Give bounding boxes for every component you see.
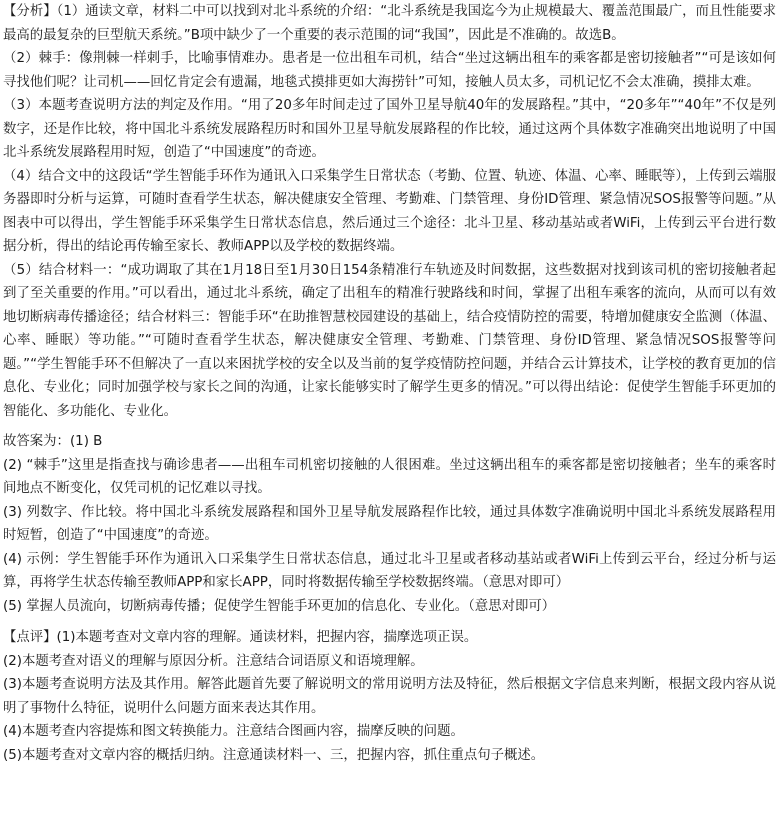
analysis-paragraph-3: （3）本题考查说明方法的判定及作用。“用了20多年时间走过了国外卫星导航40年的发展路程。”其中，“20多年”“40年”不仅是列数字，还是作比较，将中国北斗系统发展路程历时和国外卫星导航发展路程的作比较，通过这两个具体数字准确突出地说明了中国北斗系统发展路程用时短，创造了“中国速度”的奇迹。 [3, 98, 776, 160]
answer-line-5: (5) 掌握人员流向，切断病毒传播；促使学生智能手环更加的信息化、专业化。（意思对即可） [3, 598, 556, 614]
analysis-section [3, 0, 776, 423]
comment-line-4: (4)本题考查内容提炼和图文转换能力。注意结合图画内容，揣摩反映的问题。 [3, 724, 464, 739]
comment-line-3: (3)本题考查说明方法及其作用。解答此题首先要了解说明文的常用说明方法及特征，然后根据文字信息来判断，根据文段内容从说明了事物什么特征，说明什么问题方面来表达其作用。 [3, 677, 776, 716]
answer-section [3, 430, 776, 618]
answer-line-2: (2) “棘手”这里是指查找与确诊患者——出租车司机密切接触的人很困难。坐过这辆出租车的乘客都是密切接触者；坐车的乘客时间地点不断变化，仅凭司机的记忆难以寻找。 [3, 457, 776, 496]
comment-line-5: (5)本题考查对文章内容的概括归纳。注意通读材料一、三，把握内容，抓住重点句子概述。 [3, 747, 545, 763]
analysis-paragraph-2: （2）棘手：像荆棘一样刺手，比喻事情难办。患者是一位出租车司机，结合“坐过这辆出租车的乘客都是密切接触者”“可是该如何寻找他们呢？让司机——回忆肯定会有遗漏，地毯式摸排更如大海捞针”可知，接触人员太多，司机记忆不会太准确，摸排太难。 [3, 51, 776, 90]
answer-line-3: (3) 列数字、作比较。将中国北斗系统发展路程和国外卫星导航发展路程作比较，通过具体数字准确说明中国北斗系统发展路程用时短暂，创造了“中国速度”的奇迹。 [3, 504, 776, 543]
comment-line-2: (2)本题考查对语义的理解与原因分析。注意结合词语原义和语境理解。 [3, 653, 424, 669]
answer-line-1: 故答案为：(1) B [3, 434, 103, 449]
comment-section [3, 626, 776, 767]
answer-line-4: (4) 示例：学生智能手环作为通讯入口采集学生日常状态信息，通过北斗卫星或者移动基站或者WiFi上传到云平台，经过分析与运算，再将学生状态传输至教师APP和家长APP，同时将数据传输至学校数据终端。（意思对即可） [3, 551, 776, 590]
analysis-paragraph-1: 【分析】（1）通读文章，材料二中可以找到对北斗系统的介绍：“北斗系统是我国迄今为止规模最大、覆盖范围最广，而且性能要求最高的最复杂的巨型航天系统。”B项中缺少了一个重要的表示范围的词“我国”，因此是不准确的。故选B。 [3, 4, 776, 43]
analysis-paragraph-4: （4）结合文中的这段话“学生智能手环作为通讯入口采集学生日常状态（考勤、位置、轨迹、体温、心率、睡眠等），上传到云端服务器即时分析与运算，可随时查看学生状态，解决健康安全管理、考勤难、门禁管理、身份ID管理、紧急情况SOS报警等问题。”从图表中可以得出，学生智能手环采集学生日常状态信息，然后通过三个途径：北斗卫星、移动基站或者WiFi，上传到云平台进行数据分析，得出的结论再传输至家长、教师APP以及学校的数据终端。 [3, 168, 776, 254]
analysis-paragraph-5: （5）结合材料一：“成功调取了其在1月18日至1月30日154条精准行车轨迹及时间数据，这些数据对找到该司机的密切接触者起到了至关重要的作用。”可以看出，通过北斗系统，确定了出租车的精准行驶路线和时间，掌握了出租车乘客的流向，从而可以有效地切断病毒传播途径；结合材料三：智能手环“在助推智慧校园建设的基础上，结合疫情防控的需要，特增加健康安全监测（体温、心率、睡眠）等功能。”“可随时查看学生状态，解决健康安全管理、考勤难、门禁管理、身份ID管理、紧急情况SOS报警等问题。”“学生智能手环不但解决了一直以来困扰学校的安全以及当前的复学疫情防控问题，并结合云计算技术，让学校的教育更加的信息化、专业化；同时加强学校与家长之间的沟通，让家长能够实时了解学生更多的情况。”可以得出结论：促使学生智能手环更加的智能化、多功能化、专业化。 [3, 262, 776, 419]
comment-line-1: 【点评】(1)本题考查对文章内容的理解。通读材料，把握内容，揣摩选项正误。 [3, 630, 478, 645]
solution-document [3, 0, 776, 767]
